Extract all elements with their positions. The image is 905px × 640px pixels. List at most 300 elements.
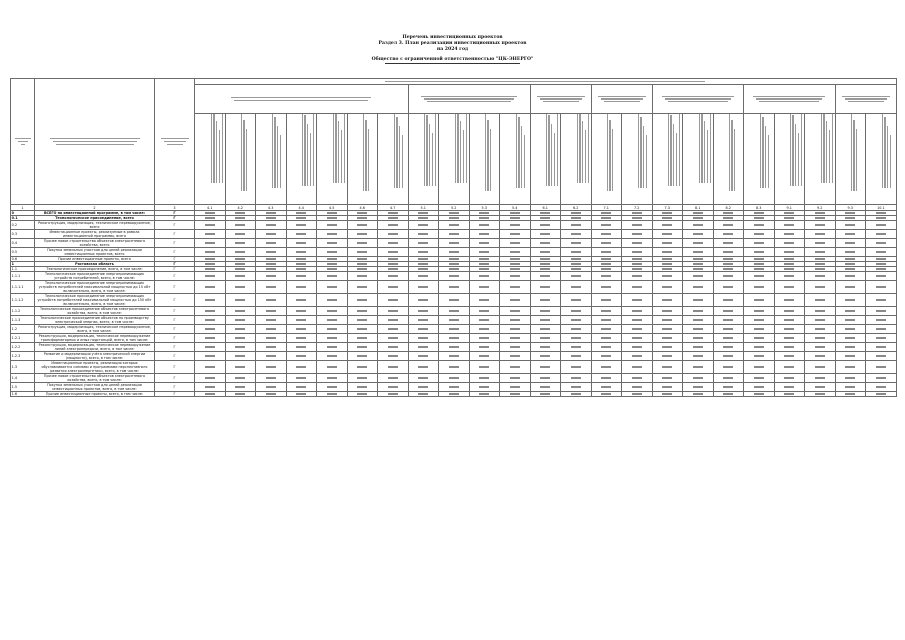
unreadable-value: [449, 263, 459, 264]
row-name: Прочее новое строительство объектов электросетевого хозяйства, всего: [35, 239, 155, 248]
unreadable-value: [418, 310, 428, 311]
row-value: [469, 281, 500, 294]
row-value: [713, 334, 744, 343]
row-value: [774, 325, 805, 334]
row-unit: Г: [155, 257, 195, 262]
unreadable-value: [388, 251, 398, 252]
unreadable-value: [571, 242, 581, 243]
unreadable-value: [693, 319, 703, 320]
row-value: [286, 272, 317, 281]
unreadable-value: [632, 251, 642, 252]
row-value: [500, 239, 531, 248]
row-value: [744, 248, 775, 257]
header-indicator-group: [744, 85, 836, 114]
unreadable-value: [357, 377, 367, 378]
row-value: [317, 343, 348, 352]
unreadable-value: [632, 299, 642, 300]
row-value: [347, 239, 378, 248]
unreadable-value: [845, 212, 855, 213]
row-unit: Г: [155, 392, 195, 397]
row-value: [256, 221, 287, 230]
row-value: [652, 352, 683, 361]
unreadable-value: [510, 242, 520, 243]
unreadable-value: [388, 328, 398, 329]
unreadable-value: [662, 377, 672, 378]
unreadable-value: [357, 224, 367, 225]
unreadable-value: [815, 212, 825, 213]
row-value: [774, 272, 805, 281]
row-code: 0.3: [11, 230, 35, 239]
unreadable-value: [784, 346, 794, 347]
row-value: [652, 383, 683, 392]
unreadable-value: [662, 310, 672, 311]
unreadable-value: [205, 346, 215, 347]
unreadable-value: [449, 268, 459, 269]
row-value: [256, 334, 287, 343]
row-value: [805, 334, 836, 343]
unreadable-value: [266, 328, 276, 329]
unreadable-value: [357, 275, 367, 276]
row-value: [439, 239, 470, 248]
row-value: [591, 248, 622, 257]
unreadable-value: [388, 286, 398, 287]
unreadable-value: [296, 217, 306, 218]
row-value: [469, 307, 500, 316]
unreadable-value: [601, 377, 611, 378]
row-code: 0.4: [11, 239, 35, 248]
unreadable-value: [205, 275, 215, 276]
unreadable-value: [571, 224, 581, 225]
row-value: [195, 307, 226, 316]
row-value: [683, 307, 714, 316]
unreadable-value: [449, 233, 459, 234]
unreadable-value: [845, 258, 855, 259]
unreadable-value: [510, 337, 520, 338]
row-name: Технологическое присоединение, всего: [35, 216, 155, 221]
unreadable-value: [601, 386, 611, 387]
unreadable-value: [205, 263, 215, 264]
row-value: [347, 281, 378, 294]
row-value: [408, 334, 439, 343]
row-value: [835, 221, 866, 230]
unreadable-value: [296, 258, 306, 259]
unreadable-value: [235, 217, 245, 218]
unreadable-value: [327, 319, 337, 320]
unreadable-value: [723, 268, 733, 269]
row-code: 1.2.2: [11, 343, 35, 352]
unreadable-value: [845, 251, 855, 252]
unreadable-value: [540, 286, 550, 287]
unreadable-value: [632, 346, 642, 347]
unreadable-value: [601, 286, 611, 287]
unreadable-value: [266, 355, 276, 356]
unreadable-value: [571, 355, 581, 356]
unreadable-value: [510, 275, 520, 276]
unreadable-value: [693, 212, 703, 213]
row-value: [225, 325, 256, 334]
unreadable-value: [266, 242, 276, 243]
unreadable-value: [510, 212, 520, 213]
row-value: [439, 281, 470, 294]
unreadable-value: [479, 258, 489, 259]
unreadable-value: [296, 393, 306, 394]
unreadable-value: [266, 233, 276, 234]
column-number: 4.3: [256, 205, 287, 211]
table-row: [11, 392, 897, 397]
unreadable-value: [205, 328, 215, 329]
unreadable-value: [723, 310, 733, 311]
unreadable-value: [357, 286, 367, 287]
row-value: [347, 383, 378, 392]
row-value: [317, 221, 348, 230]
table-row: [11, 352, 897, 361]
column-number: 7.2: [622, 205, 653, 211]
unreadable-value: [601, 275, 611, 276]
row-value: [866, 392, 897, 397]
unreadable-value: [540, 328, 550, 329]
header-unit: [155, 79, 195, 205]
row-name: Технологическое присоединение объектов электросетевого хозяйства, всего, в том числе:: [35, 307, 155, 316]
unreadable-value: [632, 268, 642, 269]
column-number: 3: [155, 205, 195, 211]
row-value: [713, 361, 744, 374]
row-value: [256, 239, 287, 248]
column-number: 4.7: [378, 205, 409, 211]
unreadable-value: [784, 263, 794, 264]
row-value: [683, 272, 714, 281]
row-value: [652, 334, 683, 343]
table-row: [11, 211, 897, 216]
unreadable-value: [662, 299, 672, 300]
unreadable-value: [754, 393, 764, 394]
unreadable-value: [662, 251, 672, 252]
row-value: [530, 352, 561, 361]
unreadable-value: [723, 258, 733, 259]
row-unit: Г: [155, 267, 195, 272]
unreadable-value: [632, 319, 642, 320]
row-value: [225, 343, 256, 352]
row-value: [195, 334, 226, 343]
unreadable-value: [815, 310, 825, 311]
unreadable-value: [296, 242, 306, 243]
column-number: 7.3: [652, 205, 683, 211]
unreadable-value: [449, 337, 459, 338]
unreadable-value: [662, 275, 672, 276]
unreadable-value: [754, 337, 764, 338]
row-value: [347, 294, 378, 307]
row-value: [225, 334, 256, 343]
unreadable-value: [754, 355, 764, 356]
row-value: [530, 294, 561, 307]
unreadable-value: [540, 258, 550, 259]
unreadable-value: [632, 242, 642, 243]
row-value: [347, 374, 378, 383]
unreadable-value: [723, 242, 733, 243]
row-value: [286, 316, 317, 325]
row-value: [805, 325, 836, 334]
unreadable-value: [449, 251, 459, 252]
unreadable-value: [876, 393, 886, 394]
unreadable-value: [296, 224, 306, 225]
row-value: [652, 307, 683, 316]
unreadable-value: [662, 217, 672, 218]
row-value: [439, 221, 470, 230]
unreadable-value: [693, 299, 703, 300]
unreadable-value: [418, 319, 428, 320]
rotated-unreadable-text: [880, 114, 893, 189]
row-value: [744, 374, 775, 383]
unreadable-value: [388, 346, 398, 347]
row-code: 1.6: [11, 392, 35, 397]
unreadable-value: [205, 251, 215, 252]
row-value: [408, 316, 439, 325]
unreadable-value: [510, 393, 520, 394]
unreadable-value: [632, 212, 642, 213]
unreadable-value: [235, 337, 245, 338]
row-value: [561, 281, 592, 294]
unreadable-text: [12, 138, 34, 145]
row-value: [713, 221, 744, 230]
row-value: [866, 343, 897, 352]
header-column-caption: [835, 114, 866, 205]
row-name: Реконструкция, модернизация, техническое перевооружение трансформаторных и иных подстанций, всего, в том числе:: [35, 334, 155, 343]
unreadable-value: [540, 242, 550, 243]
row-value: [286, 307, 317, 316]
row-value: [591, 230, 622, 239]
row-value: [469, 383, 500, 392]
unreadable-value: [296, 268, 306, 269]
unreadable-text: [745, 96, 834, 103]
unreadable-value: [693, 217, 703, 218]
row-value: [530, 272, 561, 281]
row-name: Технологическое присоединение, всего, в том числе:: [35, 267, 155, 272]
unreadable-value: [235, 263, 245, 264]
unreadable-value: [418, 355, 428, 356]
row-value: [835, 272, 866, 281]
row-value: [286, 352, 317, 361]
unreadable-value: [296, 263, 306, 264]
row-value: [561, 316, 592, 325]
unreadable-value: [296, 366, 306, 367]
row-value: [561, 230, 592, 239]
unreadable-value: [815, 258, 825, 259]
table-row: [11, 334, 897, 343]
row-value: [713, 316, 744, 325]
row-value: [622, 392, 653, 397]
row-value: [652, 392, 683, 397]
unreadable-value: [327, 268, 337, 269]
unreadable-value: [754, 346, 764, 347]
column-number: 9.2: [805, 205, 836, 211]
rotated-unreadable-text: [636, 114, 649, 189]
unreadable-value: [601, 258, 611, 259]
column-number: 1: [11, 205, 35, 211]
unreadable-value: [571, 217, 581, 218]
row-value: [225, 352, 256, 361]
row-value: [866, 294, 897, 307]
unreadable-value: [662, 366, 672, 367]
unreadable-value: [357, 328, 367, 329]
row-value: [652, 221, 683, 230]
row-unit: Г: [155, 239, 195, 248]
row-value: [317, 361, 348, 374]
unreadable-value: [205, 337, 215, 338]
unreadable-value: [357, 263, 367, 264]
row-value: [378, 248, 409, 257]
unreadable-value: [205, 268, 215, 269]
unreadable-value: [327, 217, 337, 218]
row-value: [591, 374, 622, 383]
row-value: [835, 334, 866, 343]
table-row: [11, 307, 897, 316]
row-value: [744, 272, 775, 281]
row-value: [713, 307, 744, 316]
unreadable-value: [479, 212, 489, 213]
row-value: [317, 272, 348, 281]
row-value: [683, 316, 714, 325]
row-value: [469, 325, 500, 334]
header-indicator-group: [195, 85, 409, 114]
organization-underline: [385, 63, 520, 64]
unreadable-value: [449, 328, 459, 329]
unreadable-value: [540, 366, 550, 367]
unreadable-value: [601, 310, 611, 311]
row-value: [439, 383, 470, 392]
unreadable-value: [571, 286, 581, 287]
unreadable-value: [266, 377, 276, 378]
row-value: [530, 230, 561, 239]
unreadable-value: [296, 233, 306, 234]
unreadable-value: [754, 268, 764, 269]
row-value: [835, 361, 866, 374]
unreadable-value: [632, 393, 642, 394]
row-value: [622, 334, 653, 343]
unreadable-value: [723, 275, 733, 276]
row-value: [439, 361, 470, 374]
column-number: 5.1: [408, 205, 439, 211]
unreadable-value: [845, 319, 855, 320]
row-value: [744, 281, 775, 294]
unreadable-value: [723, 217, 733, 218]
row-value: [591, 221, 622, 230]
unreadable-value: [601, 299, 611, 300]
row-value: [530, 248, 561, 257]
row-name: Реконструкция, модернизация, техническое перевооружение, всего: [35, 221, 155, 230]
row-value: [256, 374, 287, 383]
header-column-caption: [317, 114, 348, 205]
unreadable-value: [845, 233, 855, 234]
unreadable-value: [296, 310, 306, 311]
row-code: 1.1.2: [11, 307, 35, 316]
unreadable-value: [449, 258, 459, 259]
row-value: [408, 392, 439, 397]
unreadable-value: [388, 299, 398, 300]
row-value: [286, 374, 317, 383]
unreadable-value: [632, 366, 642, 367]
row-value: [530, 325, 561, 334]
unreadable-value: [388, 275, 398, 276]
row-value: [774, 239, 805, 248]
unreadable-value: [418, 263, 428, 264]
rotated-unreadable-text: [544, 114, 560, 186]
unreadable-value: [815, 319, 825, 320]
row-value: [469, 248, 500, 257]
row-code: 0.1: [11, 216, 35, 221]
unreadable-value: [632, 275, 642, 276]
row-value: [713, 239, 744, 248]
unreadable-value: [296, 275, 306, 276]
row-code: 1.1.3: [11, 316, 35, 325]
unreadable-value: [266, 258, 276, 259]
unreadable-value: [571, 263, 581, 264]
unreadable-value: [418, 386, 428, 387]
unreadable-value: [510, 386, 520, 387]
unreadable-value: [784, 224, 794, 225]
unreadable-value: [449, 299, 459, 300]
row-value: [652, 272, 683, 281]
header-indicator-group: [835, 85, 896, 114]
unreadable-value: [327, 275, 337, 276]
row-value: [683, 221, 714, 230]
row-unit: Г: [155, 272, 195, 281]
row-value: [866, 383, 897, 392]
unreadable-value: [540, 386, 550, 387]
column-number: 2: [35, 205, 155, 211]
unreadable-value: [296, 337, 306, 338]
row-value: [805, 374, 836, 383]
row-unit: Г: [155, 374, 195, 383]
row-value: [500, 272, 531, 281]
row-value: [683, 325, 714, 334]
row-value: [500, 334, 531, 343]
unreadable-value: [784, 258, 794, 259]
row-value: [286, 239, 317, 248]
unreadable-value: [876, 377, 886, 378]
row-value: [408, 361, 439, 374]
unreadable-text: [836, 96, 895, 103]
unreadable-value: [449, 366, 459, 367]
row-value: [530, 383, 561, 392]
row-value: [408, 307, 439, 316]
row-value: [866, 374, 897, 383]
row-value: [317, 392, 348, 397]
unreadable-value: [296, 251, 306, 252]
row-code: 1.1.1.2: [11, 294, 35, 307]
unreadable-value: [876, 242, 886, 243]
row-value: [469, 230, 500, 239]
row-value: [713, 325, 744, 334]
row-name: Реконструкция, модернизация, техническое перевооружение линий электропередачи, всего, в том числе:: [35, 343, 155, 352]
row-value: [835, 294, 866, 307]
unreadable-value: [815, 275, 825, 276]
row-value: [561, 248, 592, 257]
unreadable-value: [693, 377, 703, 378]
unreadable-value: [693, 393, 703, 394]
unreadable-value: [815, 355, 825, 356]
row-value: [805, 352, 836, 361]
row-value: [256, 392, 287, 397]
row-value: [408, 383, 439, 392]
unreadable-value: [449, 242, 459, 243]
row-value: [744, 334, 775, 343]
row-value: [378, 352, 409, 361]
header-column-caption: [530, 114, 561, 205]
unreadable-value: [815, 386, 825, 387]
unreadable-value: [723, 212, 733, 213]
unreadable-value: [784, 268, 794, 269]
column-number: 4.5: [317, 205, 348, 211]
unreadable-value: [449, 310, 459, 311]
